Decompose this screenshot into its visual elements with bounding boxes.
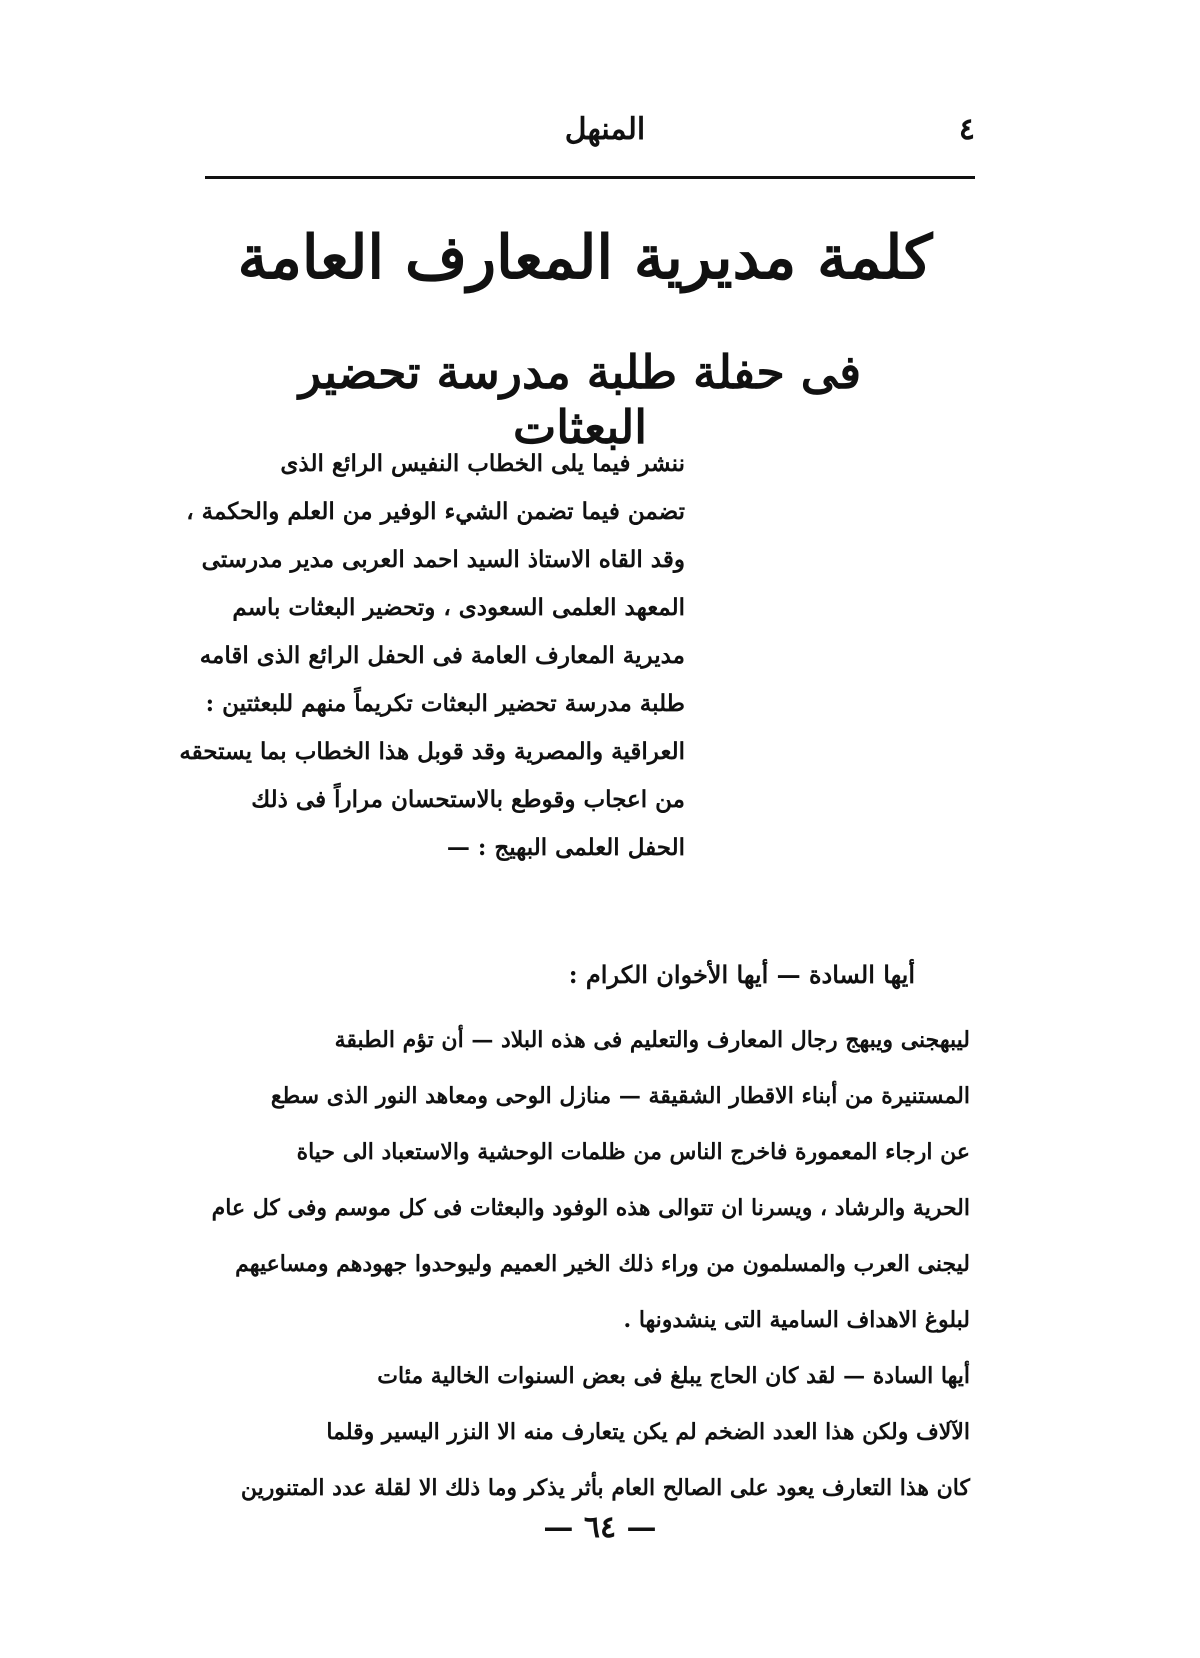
- page-footer-number: — ٦٤ —: [543, 1510, 657, 1545]
- article-title: كلمة مديرية المعارف العامة: [237, 223, 933, 293]
- body-line: عن ارجاء المعمورة فاخرج الناس من ظلمات الوحشية والاستعباد الى حياة: [296, 1139, 970, 1165]
- intro-line: من اعجاب وقوطع بالاستحسان مراراً فى ذلك: [251, 786, 685, 813]
- header-rule: [205, 176, 975, 179]
- body-line: الآلاف ولكن هذا العدد الضخم لم يكن يتعارف منه الا النزر اليسير وقلما: [326, 1419, 970, 1445]
- body-line: ليجنى العرب والمسلمون من وراء ذلك الخير العميم وليوحدوا جهودهم ومساعيهم: [235, 1251, 970, 1277]
- body-line: كان هذا التعارف يعود على الصالح العام بأثر يذكر وما ذلك الا لقلة عدد المتنورين: [240, 1475, 970, 1501]
- body-line: ليبهجنى ويبهج رجال المعارف والتعليم فى هذه البلاد — أن تؤم الطبقة: [334, 1027, 970, 1053]
- salutation: أيها السادة — أيها الأخوان الكرام :: [568, 960, 915, 989]
- intro-line: مديرية المعارف العامة فى الحفل الرائع الذى اقامه: [199, 642, 685, 669]
- body-line: المستنيرة من أبناء الاقطار الشقيقة — منازل الوحى ومعاهد النور الذى سطع: [270, 1083, 970, 1109]
- intro-paragraph: [179, 440, 685, 872]
- intro-line: تضمن فيما تضمن الشيء الوفير من العلم والحكمة ،: [186, 498, 685, 525]
- page-number: ٤: [958, 112, 975, 147]
- magazine-name: المنهل: [564, 112, 646, 147]
- article-subtitle: فى حفلة طلبة مدرسة تحضير البعثات: [298, 345, 862, 455]
- intro-line: العراقية والمصرية وقد قوبل هذا الخطاب بما يستحقه: [179, 738, 685, 765]
- body-paragraph: [211, 1012, 970, 1516]
- body-line: أيها السادة — لقد كان الحاج يبلغ فى بعض السنوات الخالية مئات: [377, 1363, 970, 1389]
- body-line: الحرية والرشاد ، ويسرنا ان تتوالى هذه الوفود والبعثات فى كل موسم وفى كل عام: [211, 1195, 970, 1221]
- intro-line: وقد القاه الاستاذ السيد احمد العربى مدير مدرستى: [201, 546, 685, 573]
- intro-line: طلبة مدرسة تحضير البعثات تكريماً منهم للبعثتين :: [205, 690, 685, 717]
- body-line: لبلوغ الاهداف السامية التى ينشدونها .: [623, 1307, 970, 1333]
- intro-line: ننشر فيما يلى الخطاب النفيس الرائع الذى: [280, 450, 685, 477]
- intro-line: الحفل العلمى البهيج : —: [446, 834, 685, 861]
- intro-line: المعهد العلمى السعودى ، وتحضير البعثات باسم: [232, 594, 685, 621]
- page-header: [205, 112, 975, 160]
